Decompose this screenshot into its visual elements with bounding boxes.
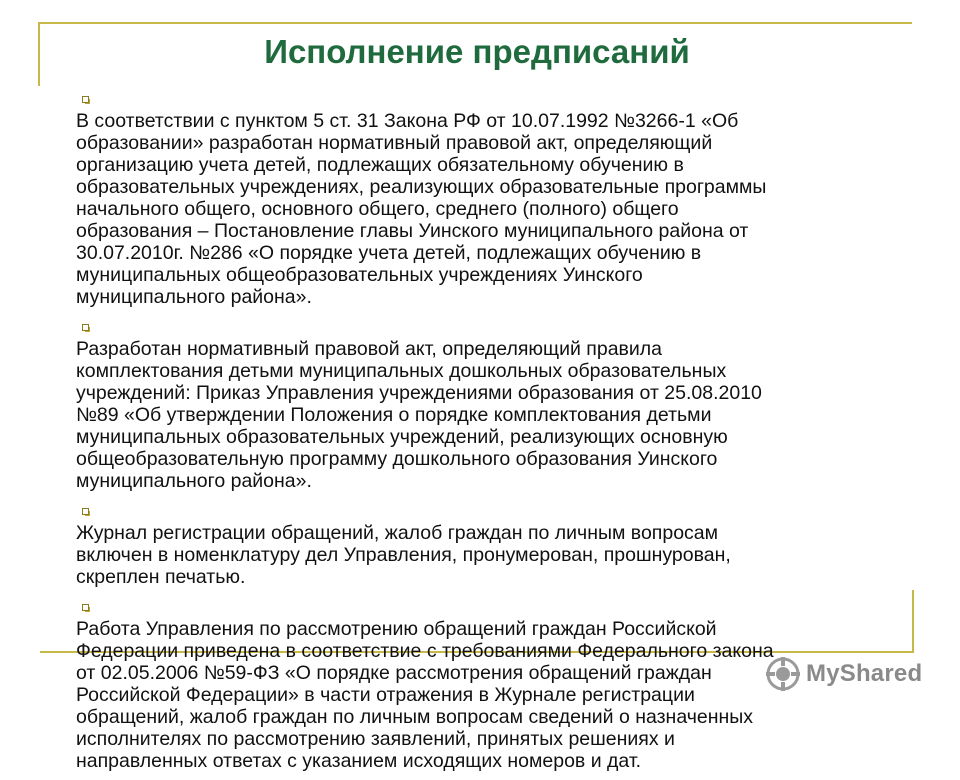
slide-content: [76, 88, 886, 780]
watermark: [766, 656, 922, 692]
frame-right-line: [912, 590, 914, 653]
paragraph-4-text: Работа Управления по рассмотрению обращений граждан Российской Федерации приведена в соответствие с требованиями Федерального закона от 02.05.2006 №59-ФЗ «О порядке рассмотрения обращений граждан Российской Федерации» в части отражения в Журнале регистрации обращений, жалоб граждан по личным вопросам сведений о назначенных исполнителях по рассмотрению заявлений, принятых решениях и направленных ответах с указанием исходящих номеров и дат.: [76, 618, 774, 772]
paragraph-3: [76, 500, 886, 588]
watermark-text: MyShared: [806, 660, 923, 687]
paragraph-4: [76, 596, 886, 772]
myshared-logo-icon: [766, 657, 800, 691]
square-bullet-icon: [82, 604, 90, 612]
frame-top-line: [38, 22, 912, 24]
square-bullet-icon: [82, 508, 90, 516]
paragraph-1-text: В соответствии с пунктом 5 ст. 31 Закона РФ от 10.07.1992 №3266-1 «Об образовании» разработан нормативный правовой акт, определяющий организацию учета детей, подлежащих обязательному обучению в образовательных учреждениях, реализующих образовательные программы начального общего, основного общего, среднего (полного) общего образования – Постановление главы Уинского муниципального района от 30.07.2010г. №286 «О порядке учета детей, подлежащих обучению в муниципальных общеобразовательных учреждениях Уинского муниципального района».: [76, 110, 767, 308]
slide-title: Исполнение предписаний: [264, 33, 690, 70]
square-bullet-icon: [82, 96, 90, 104]
square-bullet-icon: [82, 324, 90, 332]
paragraph-3-text: Журнал регистрации обращений, жалоб граждан по личным вопросам включен в номенклатуру дел Управления, пронумерован, прошнурован, скреплен печатью.: [76, 522, 731, 588]
paragraph-1: [76, 88, 886, 308]
paragraph-2-text: Разработан нормативный правовой акт, определяющий правила комплектования детьми муниципальных дошкольных образовательных учреждений: Приказ Управления учреждениями образования от 25.08.2010 №89 «Об утверждении Положения о порядке комплектования детьми муниципальных образовательных учреждений, реализующих основную общеобразовательную программу дошкольного образования Уинского муниципального района».: [76, 338, 762, 492]
paragraph-2: [76, 316, 886, 492]
